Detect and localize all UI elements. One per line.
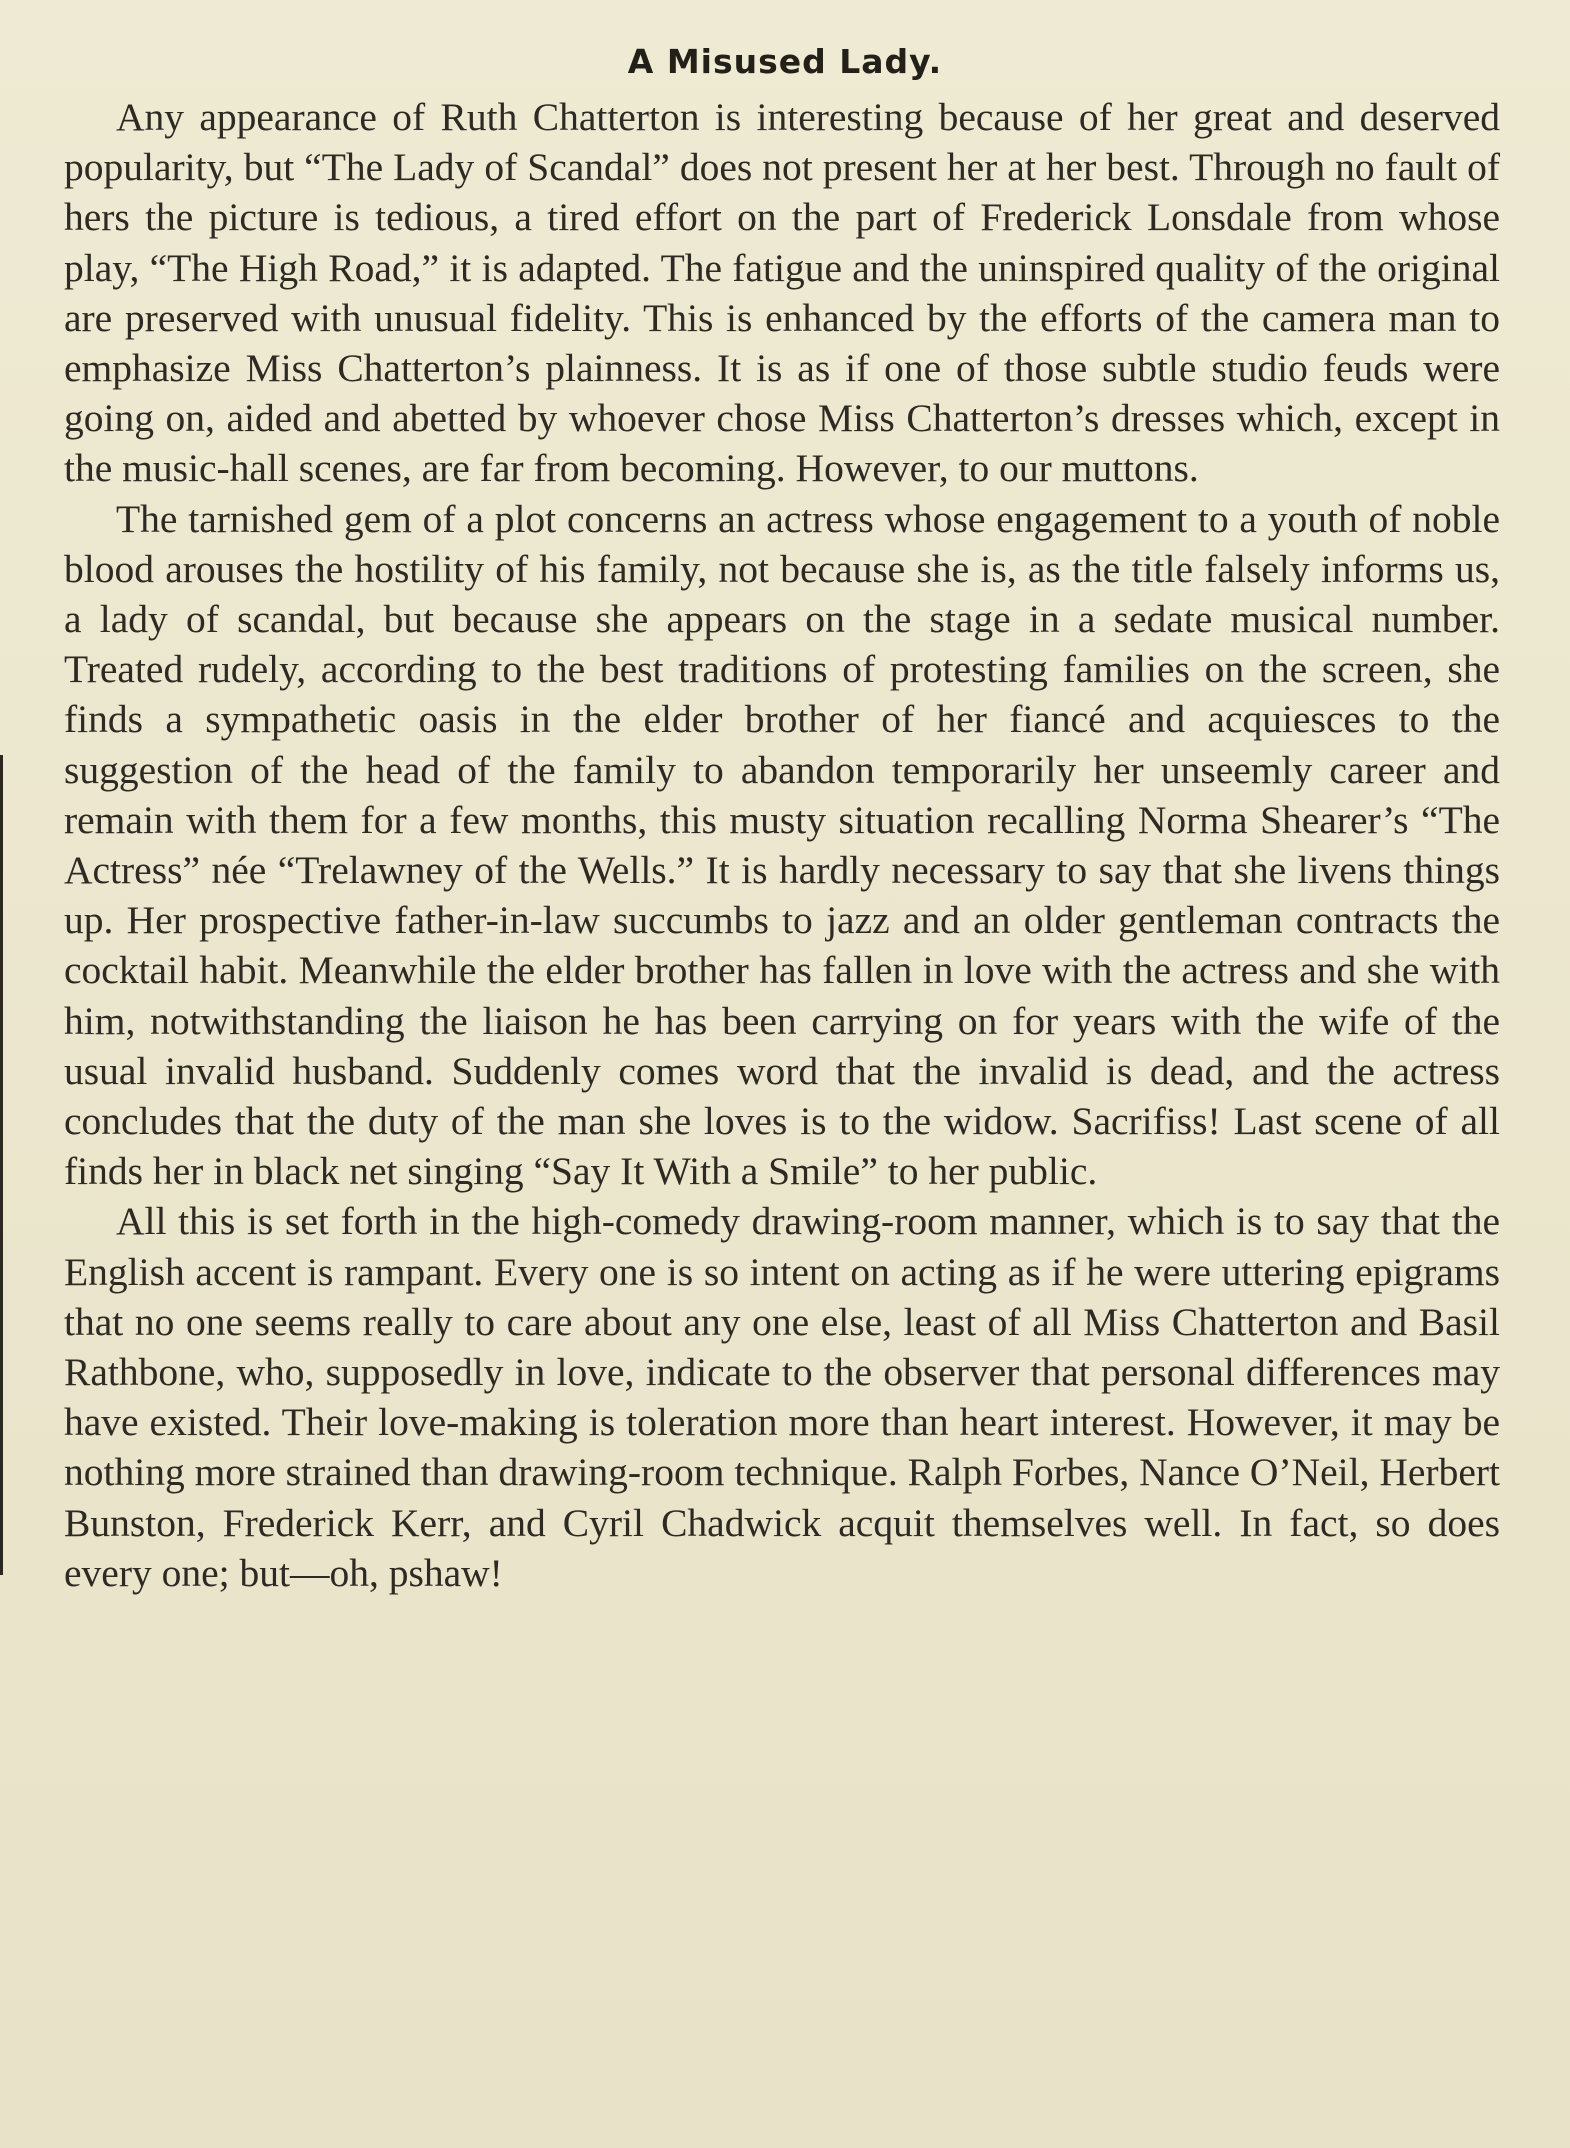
paragraph-3: All this is set forth in the high-comedy drawing-room manner, which is to say that the English accent is rampant. Every one is so intent on acting as if he were uttering epigrams that no one seems really to care about any one else, least of all Miss Chatterton and Basil Rathbone, who, supposedly in love, indicate to the observer that personal differences may have existed. Their love-making is toleration more than heart interest. However, it may be nothing more strained than drawing-room technique. Ralph Forbes, Nance O’Neil, Herbert Bunston, Frederick Kerr, and Cyril Chadwick acquit themselves well. In fact, so does every one; but—oh, pshaw! (64, 1199, 1500, 1595)
article-title: A Misused Lady. (627, 42, 943, 81)
paragraph-1: Any appearance of Ruth Chatterton is interesting because of her great and deserved popularity, but “The Lady of Scandal” does not present her at her best. Through no fault of hers the picture is tedious, a tired effort on the part of Frederick Lonsdale from whose play, “The High Road,” it is adapted. The fatigue and the uninspired quality of the original are preserved with unusual fidelity. This is enhanced by the efforts of the camera man to emphasize Miss Chatterton’s plainness. It is as if one of those subtle studio feuds were going on, aided and abetted by whoever chose Miss Chatterton’s dresses which, except in the music-hall scenes, are far from becoming. However, to our muttons. (64, 95, 1500, 491)
margin-rule (0, 755, 3, 1575)
article-body (64, 92, 1500, 1598)
paragraph-2: The tarnished gem of a plot concerns an actress whose engagement to a youth of noble blood arouses the hostility of his family, not because she is, as the title falsely informs us, a lady of scandal, but because she appears on the stage in a sedate musical number. Treated rudely, according to the best traditions of protesting families on the screen, she finds a sympathetic oasis in the elder brother of her fiancé and acquiesces to the suggestion of the head of the family to abandon temporarily her unseemly career and remain with them for a few months, this musty situation recalling Norma Shearer’s “The Actress” née “Trelawney of the Wells.” It is hardly necessary to say that she livens things up. Her prospective father-in-law succumbs to jazz and an older gentleman contracts the cocktail habit. Meanwhile the elder brother has fallen in love with the actress and she with him, notwithstanding the liaison he has been carrying on for years with the wife of the usual invalid husband. Suddenly comes word that the invalid is dead, and the actress concludes that the duty of the man she loves is to the widow. Sacrifiss! Last scene of all finds her in black net singing “Say It With a Smile” to her public. (64, 496, 1500, 1194)
